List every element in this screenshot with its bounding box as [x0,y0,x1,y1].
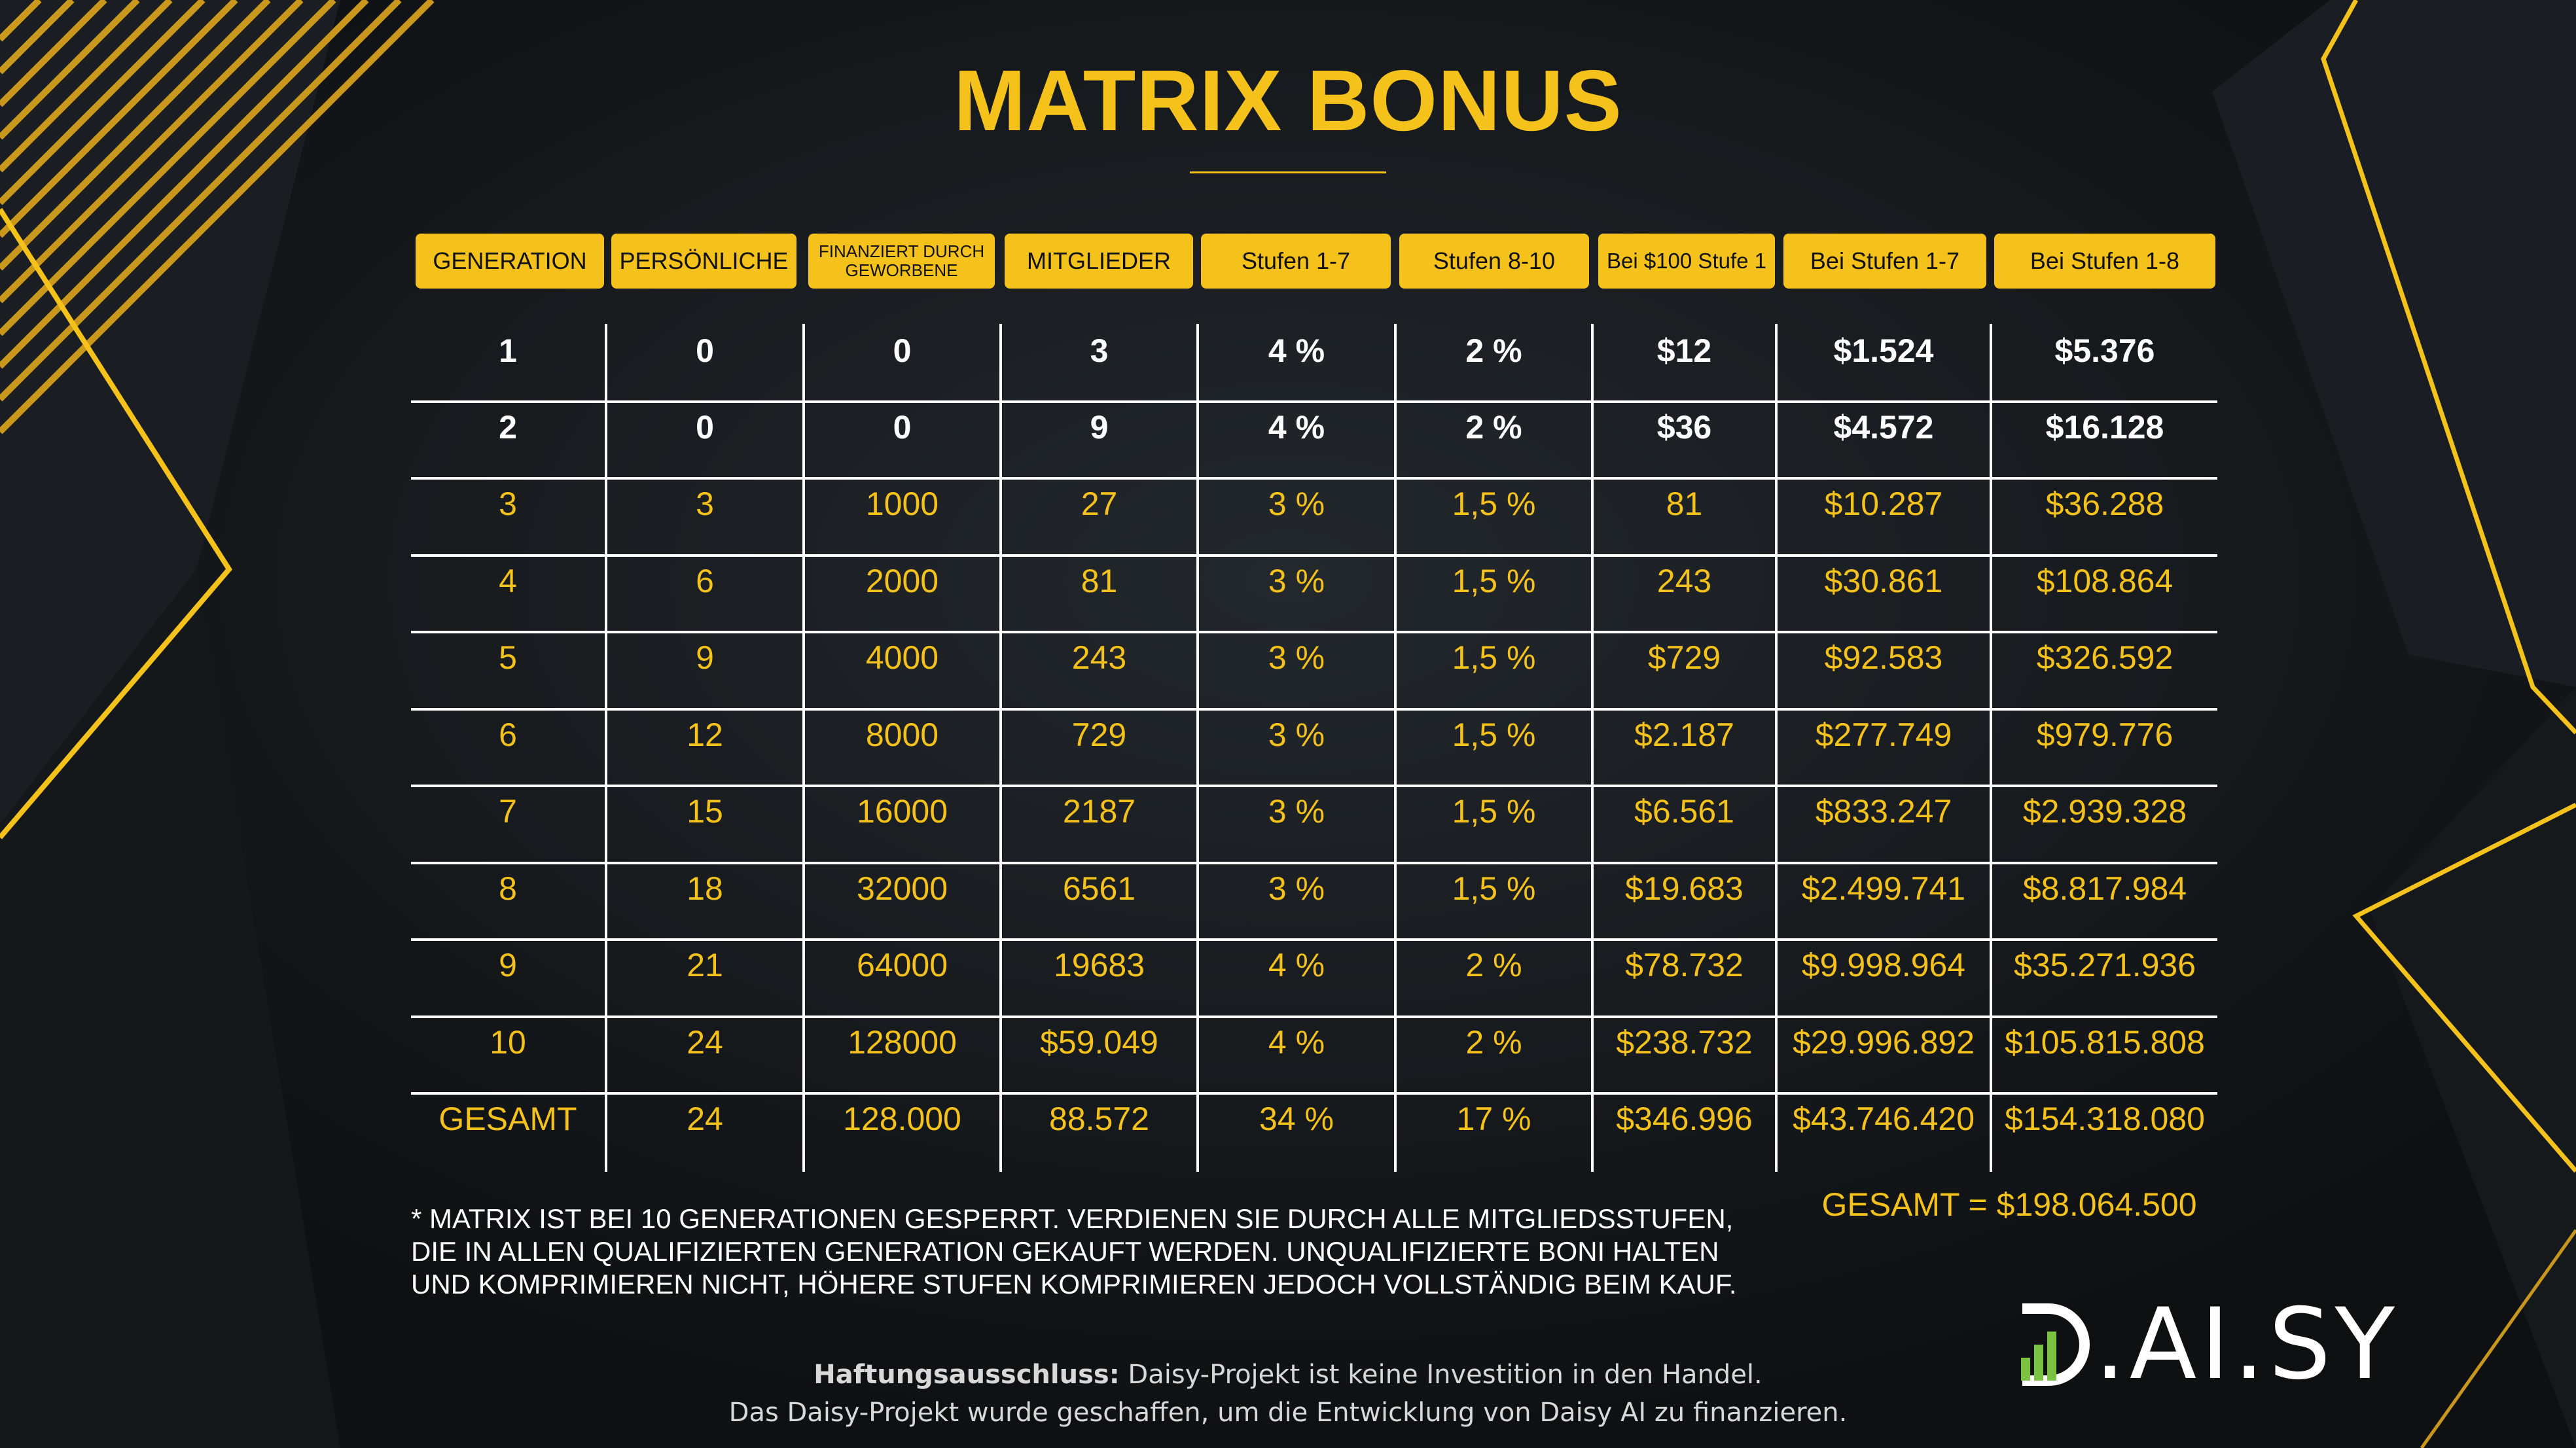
table-cell: 5 [499,639,517,676]
table-cell: 0 [696,332,714,369]
total-row-cell: 128.000 [843,1101,961,1137]
table-cell: 19683 [1053,947,1145,983]
total-sum: GESAMT = $198.064.500 [1821,1186,2197,1223]
table-cell: 9 [1090,409,1109,446]
table-cell: 1,5 % [1452,486,1536,522]
table-cell: 128000 [848,1024,957,1061]
table-cell: $9.998.964 [1801,947,1966,983]
footnote-line: * MATRIX IST BEI 10 GENERATIONEN GESPERRT. VERDIENEN SIE DURCH ALLE MITGLIEDSSTUFEN, [411,1203,1734,1234]
total-row-cell: $43.746.420 [1792,1101,1975,1137]
table-cell: 9 [696,639,714,676]
disclaimer-line-1 [0,1356,2576,1394]
table-cell: $30.861 [1824,563,1943,599]
table-cell: 12 [687,716,723,753]
table-cell: 243 [1656,563,1712,599]
table-cell: 0 [696,409,714,446]
total-row-cell: $154.318.080 [2005,1101,2205,1137]
table-cell: 18 [687,870,723,907]
table-cell: $5.376 [2054,332,2155,369]
table-cell: $92.583 [1824,639,1943,676]
table-cell: 1,5 % [1452,563,1536,599]
table-cell: 2 % [1465,947,1522,983]
page-title: MATRIX BONUS [954,52,1622,149]
header-bei-stufen-1-8: Bei Stufen 1-8 [1994,234,2215,289]
disclaimer [0,1356,2576,1432]
table-cell: 8 [499,870,517,907]
table-cell: 16000 [856,793,948,830]
total-row-cell: 24 [687,1101,723,1137]
table-cell: $326.592 [2036,639,2174,676]
disclaimer-label: Haftungsausschluss: [814,1360,1120,1390]
table-cell: $4.572 [1833,409,1934,446]
total-row-cell: 34 % [1259,1101,1334,1137]
table-cell: $12 [1656,332,1712,369]
table-cell: 3 % [1268,870,1325,907]
table-cell: $36.288 [2045,486,2164,522]
table-cell: 64000 [856,947,948,983]
table-cell: 1,5 % [1452,870,1536,907]
table-cell: 4 % [1268,332,1325,369]
table-cell: 243 [1071,639,1127,676]
logo-text: .AI.SY [2094,1288,2399,1402]
table-cell: $8.817.984 [2022,870,2187,907]
table-cell: 4 % [1268,409,1325,446]
table-cell: 4000 [865,639,939,676]
header-finanziert: FINANZIERT DURCH GEWORBENE [808,234,995,289]
table-cell: 1000 [865,486,939,522]
table-cell: 2 % [1465,332,1522,369]
table-cell: $19.683 [1625,870,1744,907]
table-cell: $78.732 [1625,947,1744,983]
table-cell: 32000 [856,870,948,907]
table-cell: 3 [1090,332,1109,369]
total-row-cell: 17 % [1456,1101,1531,1137]
table-cell: 0 [893,332,912,369]
table-cell: 2187 [1062,793,1136,830]
table-cell: $35.271.936 [2013,947,2196,983]
table-cell: $59.049 [1040,1024,1158,1061]
table-cell: 1,5 % [1452,639,1536,676]
table-cell: 7 [499,793,517,830]
table-cell: $2.187 [1634,716,1734,753]
table-cell: 27 [1081,486,1118,522]
table-cell: $6.561 [1634,793,1734,830]
table-cell: $2.939.328 [2022,793,2187,830]
table-cell: 21 [687,947,723,983]
table-cell: 6 [499,716,517,753]
table-cell: 3 % [1268,563,1325,599]
table-cell: $979.776 [2036,716,2174,753]
table-cell: 81 [1081,563,1118,599]
table-cell: 4 % [1268,1024,1325,1061]
header-stufen-8-10: Stufen 8-10 [1399,234,1589,289]
table-cell: $2.499.741 [1801,870,1966,907]
header-generation: GENERATION [416,234,604,289]
header-mitglieder: MITGLIEDER [1005,234,1193,289]
table-cell: 729 [1071,716,1127,753]
table-cell: 2 % [1465,1024,1522,1061]
total-row-cell: 88.572 [1049,1101,1149,1137]
footnote [411,1203,1785,1301]
table-cell: 2 % [1465,409,1522,446]
table-cell: $29.996.892 [1792,1024,1975,1061]
table-cell: $108.864 [2036,563,2174,599]
table-cell: $729 [1647,639,1721,676]
disclaimer-line-2: Das Daisy-Projekt wurde geschaffen, um die Entwicklung von Daisy AI zu finanzieren. [728,1398,1848,1428]
table-cell: 4 % [1268,947,1325,983]
total-row-cell: GESAMT [438,1101,577,1137]
table-cell: 2000 [865,563,939,599]
table-cell: $238.732 [1616,1024,1753,1061]
table-cell: $105.815.808 [2005,1024,2205,1061]
table-cell: 6 [696,563,714,599]
table-cell: $16.128 [2045,409,2164,446]
table-cell: 3 % [1268,486,1325,522]
table-cell: 15 [687,793,723,830]
footnote-line: UND KOMPRIMIEREN NICHT, HÖHERE STUFEN KOMPRIMIEREN JEDOCH VOLLSTÄNDIG BEIM KAUF. [411,1269,1737,1299]
table-cell: $1.524 [1833,332,1934,369]
table-cell: 1,5 % [1452,716,1536,753]
table-cell: 10 [490,1024,526,1061]
table-cell: $10.287 [1824,486,1943,522]
table-header [0,234,2576,289]
table-cell: $833.247 [1815,793,1952,830]
title-underline [1190,171,1386,173]
table-cell: $36 [1656,409,1712,446]
table-cell: 3 [499,486,517,522]
table-cell: 8000 [865,716,939,753]
footnote-line: DIE IN ALLEN QUALIFIZIERTEN GENERATION GEKAUFT WERDEN. UNQUALIFIZIERTE BONI HALTEN [411,1236,1719,1267]
table-cell: 81 [1666,486,1703,522]
table-cell: 3 % [1268,793,1325,830]
table-cell: 3 [696,486,714,522]
disclaimer-text: Daisy-Projekt ist keine Investition in den Handel. [1119,1360,1762,1390]
header-persoenliche: PERSÖNLICHE [611,234,796,289]
total-row-cell: $346.996 [1616,1101,1753,1137]
table-cell: 6561 [1062,870,1136,907]
header-bei-100-stufe-1: Bei $100 Stufe 1 [1598,234,1775,289]
table-cell: $277.749 [1815,716,1952,753]
table-cell: 24 [687,1024,723,1061]
header-bei-stufen-1-7: Bei Stufen 1-7 [1783,234,1986,289]
table-cell: 3 % [1268,639,1325,676]
table-cell: 9 [499,947,517,983]
table-cell: 4 [499,563,517,599]
table-cell: 1,5 % [1452,793,1536,830]
table-cell: 2 [499,409,517,446]
header-stufen-1-7: Stufen 1-7 [1201,234,1391,289]
table-cell: 0 [893,409,912,446]
table-cell: 1 [499,332,517,369]
table-cell: 3 % [1268,716,1325,753]
